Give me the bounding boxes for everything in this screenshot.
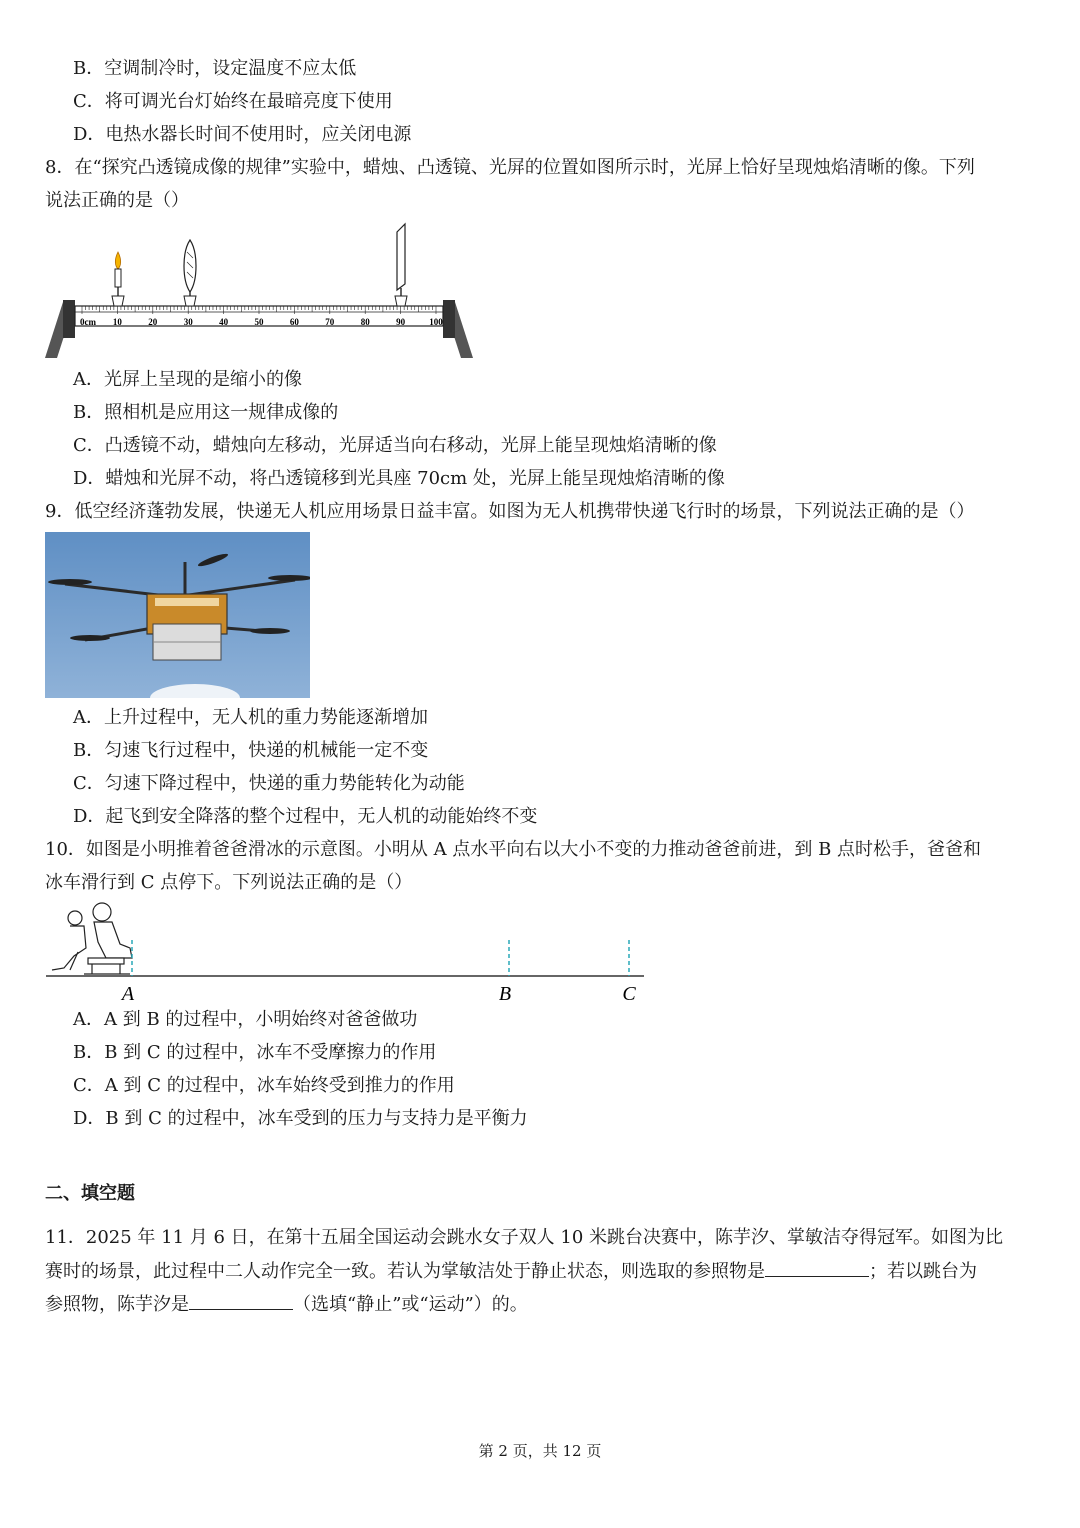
point-b-label: B bbox=[498, 983, 512, 1005]
q9-option-c: C．匀速下降过程中，快递的重力势能转化为动能 bbox=[73, 773, 465, 794]
q10-stem-line2: 冰车滑行到 C 点停下。下列说法正确的是（） bbox=[45, 872, 413, 893]
ruler-label: 30 bbox=[183, 317, 193, 327]
q11-answer-blank-1[interactable] bbox=[765, 1258, 869, 1277]
section-2-title: 二、填空题 bbox=[45, 1183, 135, 1204]
ice-skating-figure bbox=[40, 896, 650, 1006]
page-footer: 第 2 页，共 12 页 bbox=[478, 1442, 602, 1460]
q11-line2-text-b: ；若以跳台为 bbox=[869, 1261, 977, 1282]
q11-answer-blank-2[interactable] bbox=[189, 1291, 293, 1310]
ruler-label: 50 bbox=[254, 317, 264, 327]
q8-stem-line2: 说法正确的是（） bbox=[45, 190, 189, 211]
light-screen bbox=[395, 224, 407, 306]
left-end-block bbox=[63, 300, 75, 338]
q11-line3-text-b: （选填“静止”或“运动”）的。 bbox=[293, 1294, 528, 1315]
q8-stem-line1: 8．在“探究凸透镜成像的规律”实验中，蜡烛、凸透镜、光屏的位置如图所示时，光屏上恰好呈现烛焰清晰的像。下列 bbox=[45, 157, 975, 178]
propeller bbox=[268, 575, 310, 581]
q8-option-d: D．蜡烛和光屏不动，将凸透镜移到光具座 70cm 处，光屏上能呈现烛焰清晰的像 bbox=[73, 468, 725, 489]
ruler-label: 60 bbox=[289, 317, 299, 327]
q7-option-b: B．空调制冷时，设定温度不应太低 bbox=[73, 58, 357, 79]
ruler-label: 10 bbox=[112, 317, 122, 327]
point-c-label: C bbox=[622, 983, 636, 1005]
q8-option-a: A．光屏上呈现的是缩小的像 bbox=[73, 369, 302, 390]
q11-line1: 11．2025 年 11 月 6 日，在第十五届全国运动会跳水女子双人 10 米跳台决赛中，陈芋汐、掌敏洁夺得冠军。如图为比 bbox=[45, 1227, 1004, 1248]
q10-option-d: D．B 到 C 的过程中，冰车受到的压力与支持力是平衡力 bbox=[73, 1108, 528, 1129]
ruler-label: 70 bbox=[325, 317, 335, 327]
propeller bbox=[48, 579, 92, 585]
candle bbox=[112, 252, 124, 306]
q10-option-c: C．A 到 C 的过程中，冰车始终受到推力的作用 bbox=[73, 1075, 455, 1096]
ruler-label: 20 bbox=[148, 317, 158, 327]
q9-stem: 9．低空经济蓬勃发展，快递无人机应用场景日益丰富。如图为无人机携带快递飞行时的场景，下列说法正确的是（） bbox=[45, 501, 975, 522]
ruler-label: 80 bbox=[360, 317, 370, 327]
point-a-label: A bbox=[121, 983, 135, 1005]
ruler-label: 0cm bbox=[80, 317, 96, 327]
ruler-label: 40 bbox=[219, 317, 229, 327]
q9-option-a: A．上升过程中，无人机的重力势能逐渐增加 bbox=[73, 707, 428, 728]
propeller bbox=[250, 628, 290, 634]
optical-bench-figure bbox=[45, 222, 475, 362]
q10-stem-line1: 10．如图是小明推着爸爸滑冰的示意图。小明从 A 点水平向右以大小不变的力推动爸爸前进，到 B 点时松手，爸爸和 bbox=[45, 839, 982, 860]
q8-option-b: B．照相机是应用这一规律成像的 bbox=[73, 402, 339, 423]
q11-line2-text-a: 赛时的场景，此过程中二人动作完全一致。若认为掌敏洁处于静止状态，则选取的参照物是 bbox=[45, 1261, 765, 1282]
ruler-label: 100 bbox=[429, 317, 443, 327]
convex-lens bbox=[184, 240, 196, 306]
q10-option-a: A．A 到 B 的过程中，小明始终对爸爸做功 bbox=[73, 1009, 418, 1030]
q10-option-b: B．B 到 C 的过程中，冰车不受摩擦力的作用 bbox=[73, 1042, 437, 1063]
q9-option-b: B．匀速飞行过程中，快递的机械能一定不变 bbox=[73, 740, 429, 761]
q11-line2 bbox=[45, 1258, 977, 1285]
q8-option-c: C．凸透镜不动，蜡烛向左移动，光屏适当向右移动，光屏上能呈现烛焰清晰的像 bbox=[73, 435, 717, 456]
q11-line3-text-a: 参照物，陈芋汐是 bbox=[45, 1294, 189, 1315]
q7-option-d: D．电热水器长时间不使用时，应关闭电源 bbox=[73, 124, 412, 145]
propeller bbox=[70, 635, 110, 641]
ruler-label: 90 bbox=[396, 317, 406, 327]
delivery-drone-photo bbox=[45, 532, 310, 698]
q7-option-c: C．将可调光台灯始终在最暗亮度下使用 bbox=[73, 91, 393, 112]
q11-line3 bbox=[45, 1291, 528, 1318]
right-end-block bbox=[443, 300, 455, 338]
q9-option-d: D．起飞到安全降落的整个过程中，无人机的动能始终不变 bbox=[73, 806, 538, 827]
xiaoming-and-father bbox=[52, 903, 132, 974]
